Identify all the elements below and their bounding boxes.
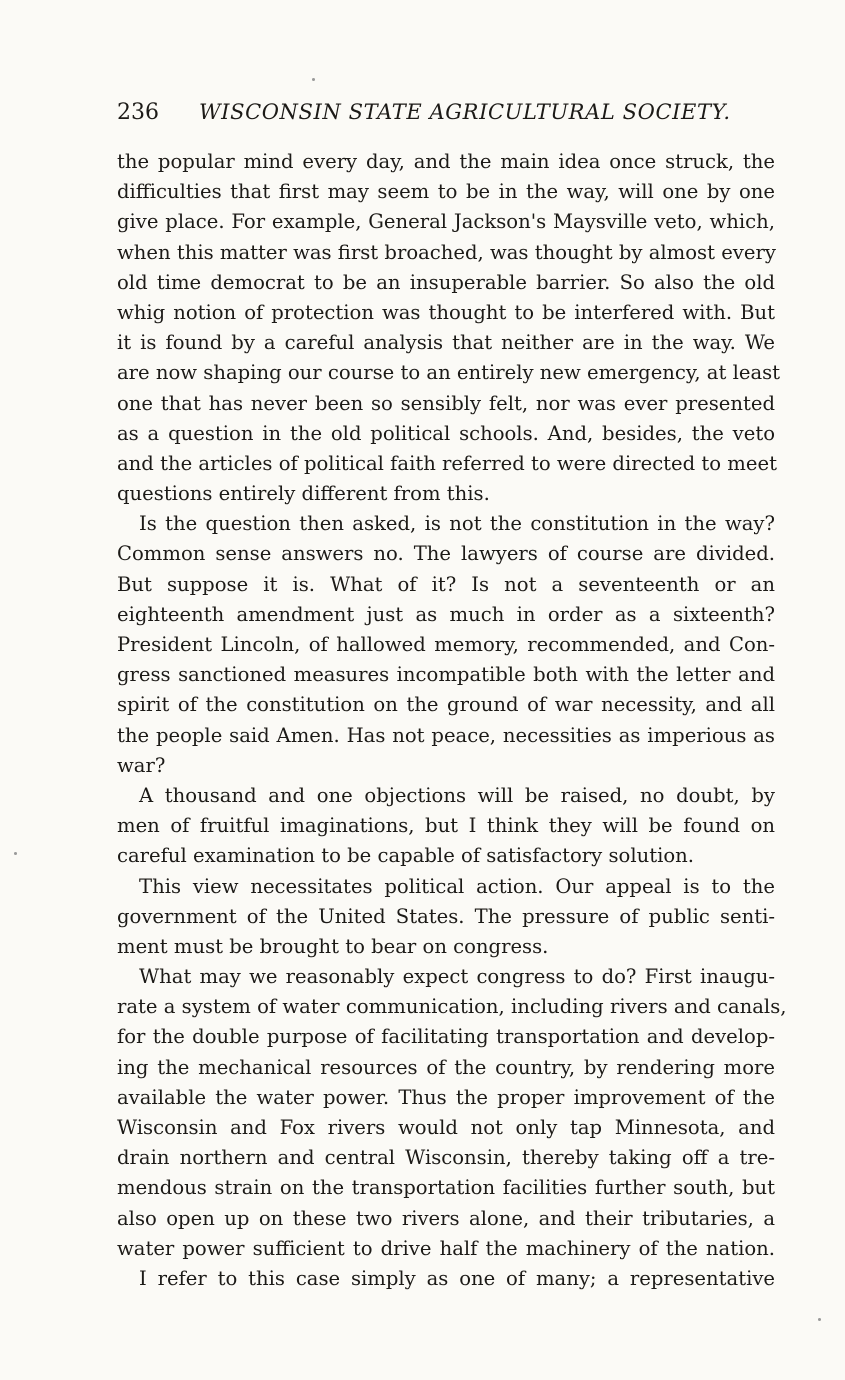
text-line: mendous strain on the transportation facilities further south, but: [117, 1176, 775, 1200]
text-line: give place. For example, General Jackson's Maysville veto, which,: [117, 210, 775, 234]
text-line: available the water power. Thus the proper improvement of the: [117, 1085, 775, 1109]
text-line: difficulties that first may seem to be in the way, will one by one: [117, 180, 775, 204]
text-line: also open up on these two rivers alone, and their tributaries, a: [117, 1206, 775, 1230]
text-line: water power sufficient to drive half the machinery of the nation.: [117, 1236, 775, 1260]
text-line: government of the United States. The pressure of public senti-: [117, 904, 775, 928]
text-line: ing the mechanical resources of the country, by rendering more: [117, 1055, 775, 1079]
body-text: [117, 147, 787, 1294]
text-line: as a question in the old political schools. And, besides, the veto: [117, 421, 775, 445]
text-line: I refer to this case simply as one of many; a representative: [139, 1266, 775, 1290]
text-line: and the articles of political faith referred to were directed to meet: [117, 451, 777, 475]
text-line: men of fruitful imaginations, but I think they will be found on: [117, 814, 775, 838]
text-line: old time democrat to be an insuperable barrier. So also the old: [117, 270, 775, 294]
text-line: ment must be brought to bear on congress.: [117, 934, 549, 958]
text-line: spirit of the constitution on the ground of war necessity, and all: [117, 693, 775, 717]
text-line: questions entirely different from this.: [117, 482, 490, 506]
text-line: it is found by a careful analysis that neither are in the way. We: [117, 331, 775, 355]
text-line: eighteenth amendment just as much in order as a sixteenth?: [117, 602, 775, 626]
text-line: What may we reasonably expect congress to do? First inaugu-: [139, 965, 775, 989]
text-line: are now shaping our course to an entirely new emergency, at least: [117, 361, 781, 385]
paper-speck: [818, 1318, 821, 1321]
text-line: Is the question then asked, is not the constitution in the way?: [139, 512, 775, 536]
text-line: drain northern and central Wisconsin, thereby taking off a tre-: [117, 1146, 775, 1170]
text-line: when this matter was first broached, was thought by almost every: [117, 240, 776, 264]
text-line: whig notion of protection was thought to be interfered with. But: [117, 300, 775, 324]
running-header: [117, 97, 777, 128]
paper-speck: [312, 78, 315, 81]
text-line: President Lincoln, of hallowed memory, recommended, and Con-: [117, 633, 775, 656]
text-line: for the double purpose of facilitating transportation and develop-: [117, 1025, 775, 1049]
text-line: But suppose it is. What of it? Is not a seventeenth or an: [117, 572, 775, 596]
text-line: rate a system of water communication, including rivers and canals,: [117, 995, 787, 1019]
text-line: war?: [117, 753, 166, 777]
text-line: This view necessitates political action. Our appeal is to the: [139, 874, 775, 898]
text-line: Wisconsin and Fox rivers would not only tap Minnesota, and: [117, 1116, 775, 1139]
text-line: the people said Amen. Has not peace, necessities as imperious as: [117, 723, 775, 747]
running-title: WISCONSIN STATE AGRICULTURAL SOCIETY.: [199, 100, 731, 124]
text-line: Common sense answers no. The lawyers of course are divided.: [117, 542, 775, 566]
text-line: A thousand and one objections will be raised, no doubt, by: [139, 783, 775, 807]
text-line: gress sanctioned measures incompatible both with the letter and: [117, 663, 775, 687]
text-line: one that has never been so sensibly felt, nor was ever presented: [117, 391, 775, 415]
page-number: 236: [117, 100, 159, 125]
text-line: the popular mind every day, and the main idea once struck, the: [117, 150, 775, 173]
paper-speck: [14, 852, 17, 855]
text-line: careful examination to be capable of satisfactory solution.: [117, 844, 694, 868]
